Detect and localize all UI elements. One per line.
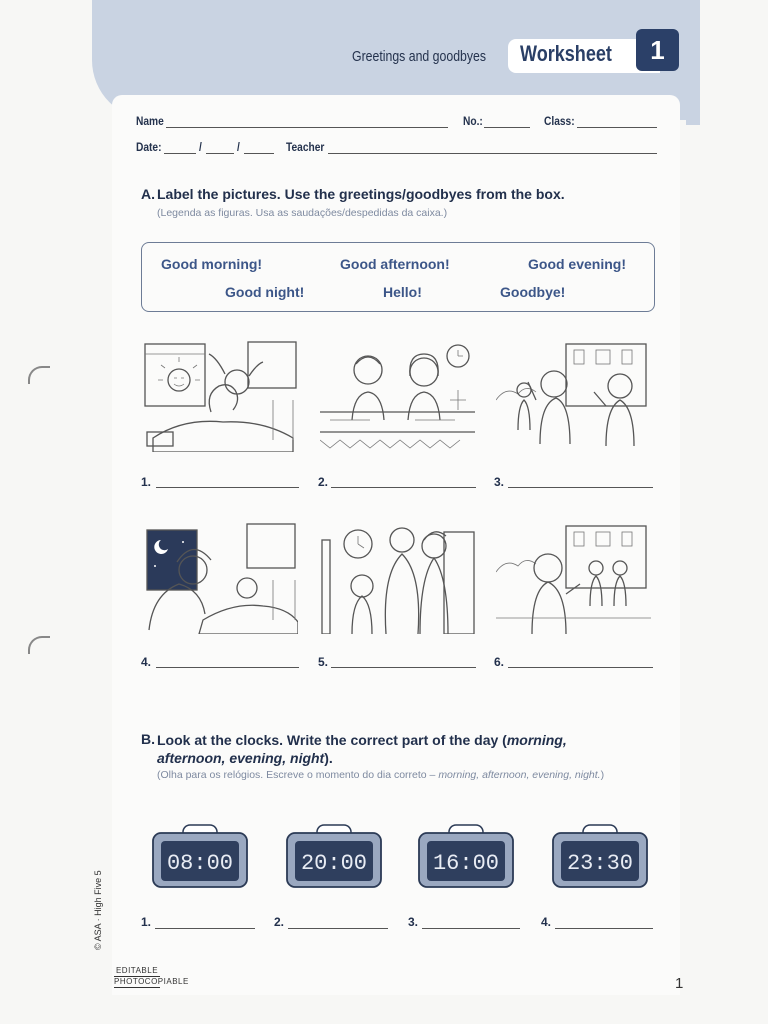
answer-field-5[interactable] xyxy=(331,667,476,668)
word-good-morning: Good morning! xyxy=(161,256,263,272)
picture-afternoon-lunch xyxy=(320,340,475,452)
answer-field-4[interactable] xyxy=(156,667,299,668)
clock-time-2: 20:00 xyxy=(300,851,368,876)
worksheet-label: Worksheet xyxy=(520,41,612,66)
clock-time-3: 16:00 xyxy=(432,851,500,876)
section-a-letter: A. xyxy=(141,186,155,202)
name-label: Name xyxy=(136,114,164,128)
page-number: 1 xyxy=(675,975,684,992)
clock-time-1: 08:00 xyxy=(166,851,234,876)
date-separator: / xyxy=(199,140,202,154)
alarm-clock-2 xyxy=(285,823,383,889)
alarm-clock-4 xyxy=(551,823,649,889)
section-b-letter: B. xyxy=(141,731,155,747)
section-b-subtitle-text: (Olha para os relógios. Escreve o momento do dia correto – xyxy=(157,769,439,781)
word-good-evening: Good evening! xyxy=(528,256,626,272)
picture-morning-wakeup xyxy=(143,340,298,452)
alarm-clock-3 xyxy=(417,823,515,889)
binder-hole xyxy=(28,636,50,654)
clock-answer-number: 2. xyxy=(274,915,285,929)
binder-hole xyxy=(28,366,50,384)
answer-field-3[interactable] xyxy=(508,487,653,488)
clock-answer-field-4[interactable] xyxy=(555,928,653,929)
name-field[interactable] xyxy=(166,127,448,128)
section-b-title-italic: morning, afternoon, evening, night xyxy=(157,732,567,766)
section-b-subtitle xyxy=(157,768,637,783)
clock-answer-field-3[interactable] xyxy=(422,928,520,929)
date-year-field[interactable] xyxy=(244,153,274,154)
section-b-subtitle-end: ) xyxy=(600,769,605,781)
class-label: Class: xyxy=(544,114,575,128)
section-a-title: Label the pictures. Use the greetings/goodbyes from the box. xyxy=(157,186,565,202)
editable-label: EDITABLE xyxy=(115,966,159,975)
answer-number: 3. xyxy=(494,475,505,489)
no-label: No.: xyxy=(463,114,483,128)
picture-goodbye-school xyxy=(496,340,651,452)
clock-answer-field-2[interactable] xyxy=(288,928,388,929)
copyright-text: © ASA · High Five 5 xyxy=(93,870,103,950)
clock-time-4: 23:30 xyxy=(566,851,634,876)
worksheet-number: 1 xyxy=(636,29,679,71)
date-separator: / xyxy=(237,140,240,154)
teacher-field[interactable] xyxy=(328,153,657,154)
answer-field-1[interactable] xyxy=(156,487,299,488)
picture-evening-family xyxy=(320,522,475,634)
answer-number: 5. xyxy=(318,655,329,669)
section-b-subtitle-italic: morning, afternoon, evening, night. xyxy=(438,769,601,781)
picture-hello-school xyxy=(496,522,651,634)
section-a-subtitle: (Legenda as figuras. Usa as saudações/despedidas da caixa.) xyxy=(157,207,448,219)
clock-answer-number: 4. xyxy=(541,915,552,929)
date-day-field[interactable] xyxy=(164,153,196,154)
answer-number: 1. xyxy=(141,475,152,489)
subject-title: Greetings and goodbyes xyxy=(352,48,487,65)
word-box xyxy=(141,242,655,312)
answer-field-6[interactable] xyxy=(508,667,653,668)
class-field[interactable] xyxy=(577,127,657,128)
clock-answer-number: 1. xyxy=(141,915,152,929)
section-b-title-text: Look at the clocks. Write the correct part of the day ( xyxy=(157,732,507,748)
word-goodbye: Goodbye! xyxy=(500,284,566,300)
teacher-label: Teacher xyxy=(286,140,325,154)
photocopiable-label: PHOTOCOPIABLE xyxy=(114,977,189,986)
editable-photocopiable-badge xyxy=(114,966,189,988)
clock-answer-field-1[interactable] xyxy=(155,928,255,929)
clock-answer-number: 3. xyxy=(408,915,419,929)
section-b-title-end: ). xyxy=(324,750,333,766)
word-good-night: Good night! xyxy=(225,284,305,300)
date-month-field[interactable] xyxy=(206,153,234,154)
word-good-afternoon: Good afternoon! xyxy=(340,256,450,272)
word-hello: Hello! xyxy=(383,284,422,300)
alarm-clock-1 xyxy=(151,823,249,889)
section-b-title xyxy=(157,731,637,767)
answer-number: 6. xyxy=(494,655,505,669)
no-field[interactable] xyxy=(484,127,530,128)
answer-field-2[interactable] xyxy=(331,487,476,488)
picture-night-bed xyxy=(143,522,298,634)
date-label: Date: xyxy=(136,140,162,154)
answer-number: 2. xyxy=(318,475,329,489)
answer-number: 4. xyxy=(141,655,152,669)
